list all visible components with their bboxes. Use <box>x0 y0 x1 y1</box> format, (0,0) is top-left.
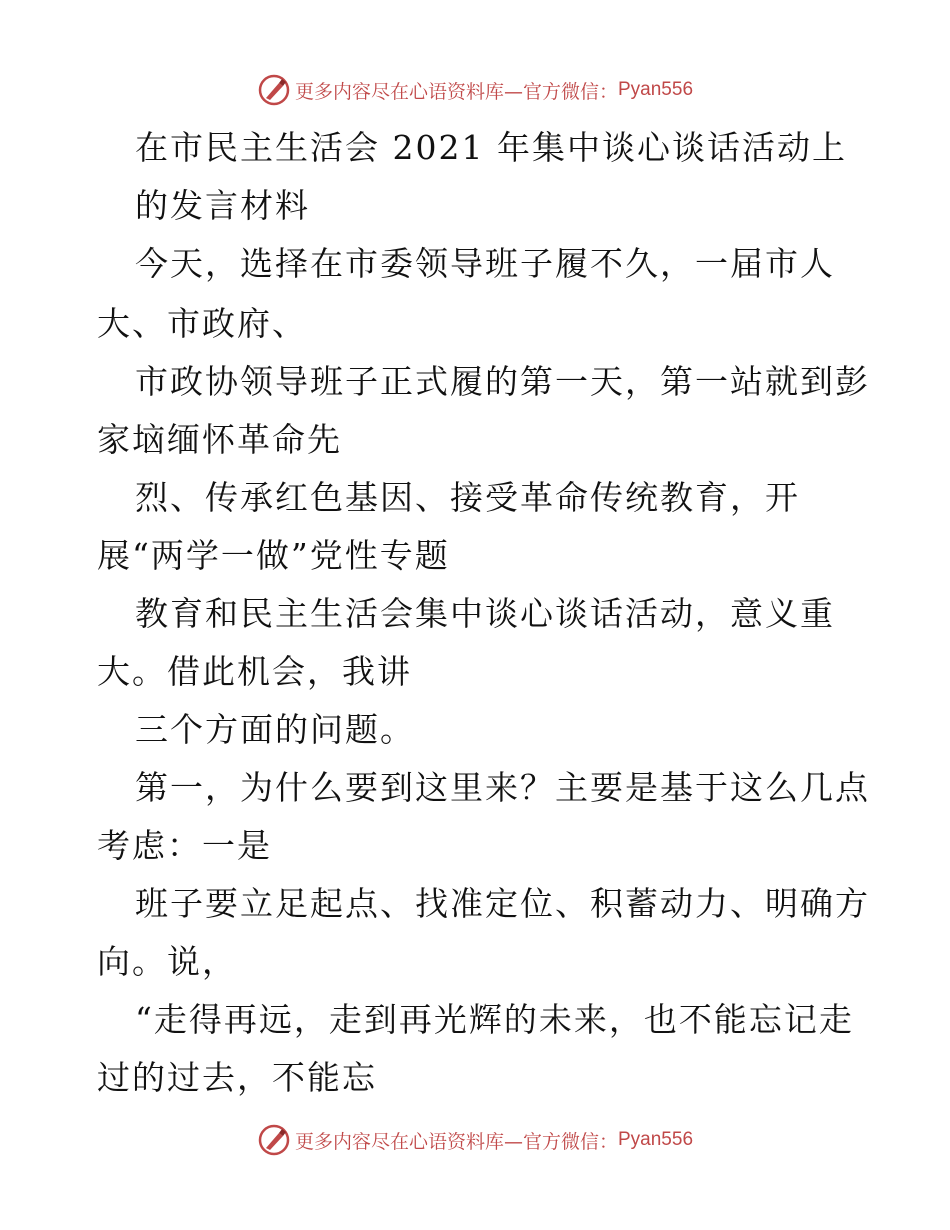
text-line: 过的过去，不能忘 <box>97 1058 377 1097</box>
pen-logo-icon <box>257 1123 291 1157</box>
banner-text: 更多内容尽在心语资料库—官方微信： <box>294 1130 618 1153</box>
text-line: 第一，为什么要到这里来？主要是基于这么几点 <box>135 768 870 807</box>
text-line: 考虑：一是 <box>97 826 272 865</box>
text-line: 教育和民主生活会集中谈心谈话活动，意义重 <box>135 594 835 633</box>
text-line: 向。说， <box>97 942 237 981</box>
text-line: 家垴缅怀革命先 <box>97 420 342 459</box>
banner-account: Pyan556 <box>618 79 694 100</box>
watermark-banner-bottom <box>0 1120 950 1160</box>
banner-text: 更多内容尽在心语资料库—官方微信： <box>294 80 618 103</box>
text-line: 在市民主生活会 2021 年集中谈心谈话活动上 <box>135 128 847 167</box>
text-line: 班子要立足起点、找准定位、积蓄动力、明确方 <box>135 884 870 923</box>
banner-account: Pyan556 <box>618 1129 694 1150</box>
text-line: 展“两学一做”党性专题 <box>97 536 450 575</box>
text-line: 今天，选择在市委领导班子履不久，一届市人 <box>135 244 835 283</box>
text-line: 大。借此机会，我讲 <box>97 652 412 691</box>
watermark-banner-top <box>0 70 950 110</box>
pen-logo-icon <box>257 73 291 107</box>
text-line: “走得再远，走到再光辉的未来，也不能忘记走 <box>135 1000 854 1039</box>
text-line: 市政协领导班子正式履的第一天，第一站就到彭 <box>135 362 870 401</box>
text-line: 三个方面的问题。 <box>135 710 415 749</box>
text-line: 烈、传承红色基因、接受革命传统教育，开 <box>135 478 800 517</box>
text-line: 大、市政府、 <box>97 304 307 343</box>
text-line: 的发言材料 <box>135 186 310 225</box>
